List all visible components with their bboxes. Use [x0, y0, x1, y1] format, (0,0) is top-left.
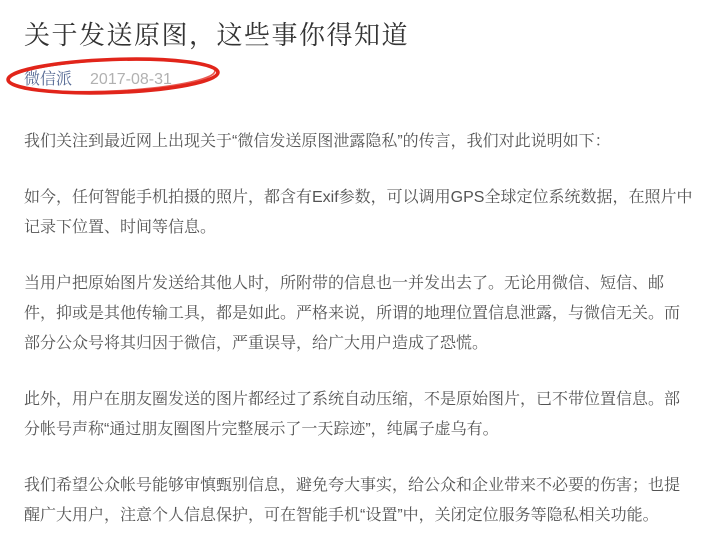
article-body	[24, 127, 693, 531]
source-account-link[interactable]: 微信派	[24, 71, 73, 88]
paragraph: 此外，用户在朋友圈发送的图片都经过了系统自动压缩，不是原始图片，已不带位置信息。部分帐号声称“通过朋友圈图片完整展示了一天踪迹”，纯属子虚乌有。	[24, 391, 681, 438]
article-title: 关于发送原图，这些事你得知道	[24, 20, 410, 50]
publish-date: 2017-08-31	[90, 71, 172, 88]
paragraph: 当用户把原始图片发送给其他人时，所附带的信息也一并发出去了。无论用微信、短信、邮件，抑或是其他传输工具，都是如此。严格来说，所谓的地理位置信息泄露，与微信无关。而部分公众号将其归因于微信，严重误导，给广大用户造成了恐慌。	[24, 275, 681, 352]
paragraph: 如今，任何智能手机拍摄的照片，都含有Exif参数，可以调用GPS全球定位系统数据，在照片中记录下位置、时间等信息。	[24, 189, 693, 236]
paragraph: 我们关注到最近网上出现关于“微信发送原图泄露隐私”的传言，我们对此说明如下：	[24, 133, 611, 150]
byline	[24, 69, 693, 91]
paragraph: 我们希望公众帐号能够审慎甄别信息，避免夸大事实，给公众和企业带来不必要的伤害；也提醒广大用户，注意个人信息保护，可在智能手机“设置”中，关闭定位服务等隐私相关功能。	[24, 477, 681, 524]
